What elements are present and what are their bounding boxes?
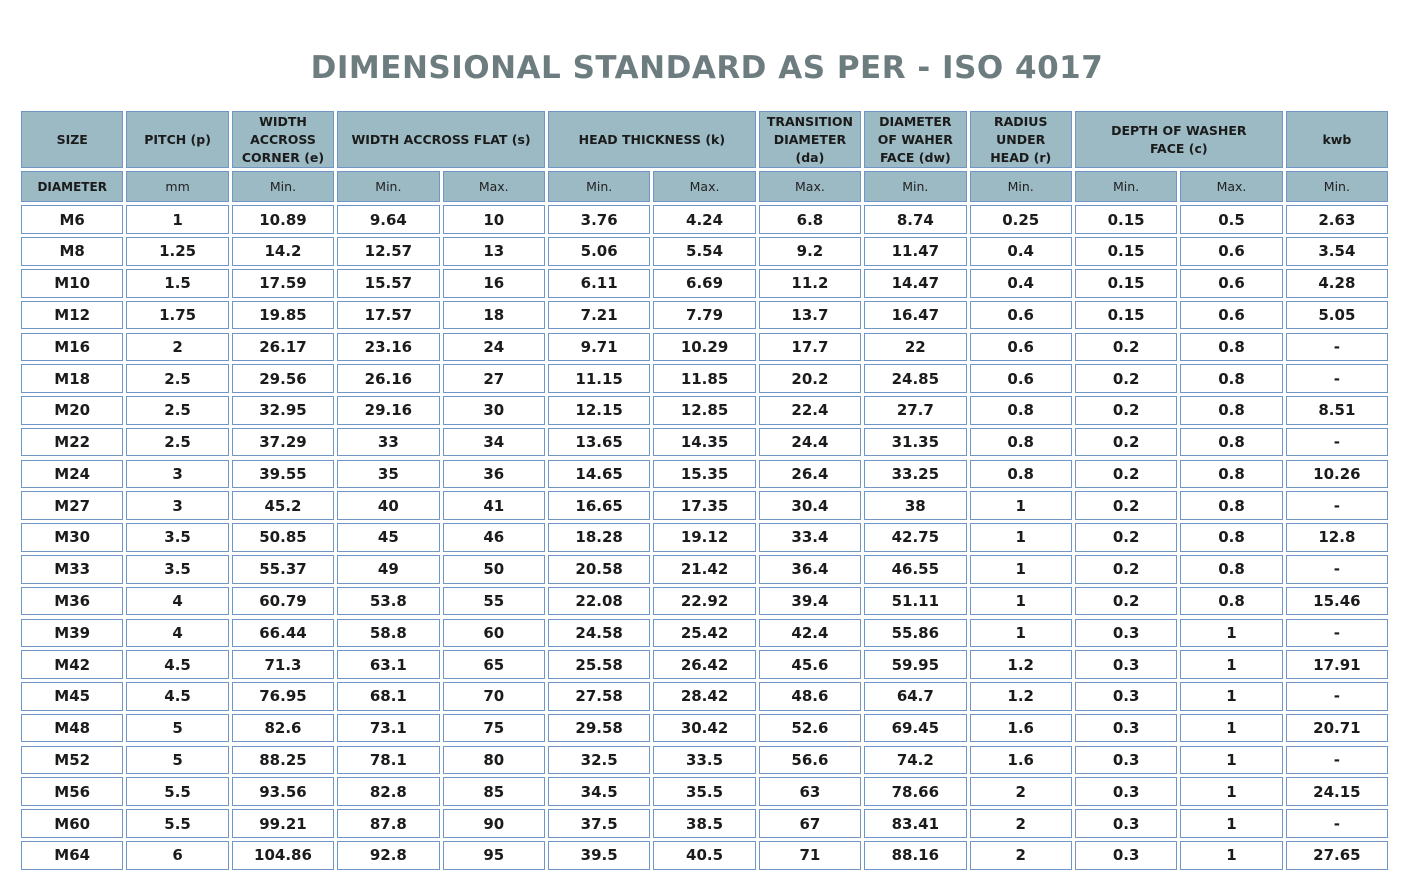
table-cell: 0.3: [1075, 682, 1177, 711]
table-cell: 8.74: [864, 205, 966, 234]
table-cell: 12.15: [548, 396, 650, 425]
size-cell: M33: [21, 555, 123, 584]
table-cell: 33.4: [759, 523, 861, 552]
table-cell: 0.2: [1075, 460, 1177, 489]
size-cell: M52: [21, 746, 123, 775]
table-cell: 1.75: [126, 301, 228, 330]
table-cell: 6.8: [759, 205, 861, 234]
subheader-cell: Min.: [548, 171, 650, 202]
table-cell: 41: [443, 491, 545, 520]
table-cell: 1.6: [970, 714, 1072, 743]
table-cell: 1: [970, 587, 1072, 616]
subheader-cell: Max.: [1180, 171, 1282, 202]
table-cell: 1: [1180, 777, 1282, 806]
table-cell: 34: [443, 428, 545, 457]
header-washer-face-depth: DEPTH OF WASHER FACE (c): [1075, 111, 1283, 168]
size-cell: M10: [21, 269, 123, 298]
table-cell: 13.7: [759, 301, 861, 330]
table-cell: 92.8: [337, 841, 439, 870]
table-cell: 0.6: [970, 301, 1072, 330]
table-cell: 0.6: [970, 333, 1072, 362]
table-cell: 24.85: [864, 364, 966, 393]
table-cell: 27: [443, 364, 545, 393]
table-cell: 78.1: [337, 746, 439, 775]
table-cell: 104.86: [232, 841, 334, 870]
table-cell: 0.6: [970, 364, 1072, 393]
table-cell: 6: [126, 841, 228, 870]
table-cell: 45: [337, 523, 439, 552]
table-cell: 78.66: [864, 777, 966, 806]
header-washer-face-diameter: DIAMETER OF WAHER FACE (dw): [864, 111, 966, 168]
header-radius-under-head: RADIUS UNDER HEAD (r): [970, 111, 1072, 168]
table-cell: 31.35: [864, 428, 966, 457]
table-cell: 0.8: [1180, 555, 1282, 584]
table-cell: 6.11: [548, 269, 650, 298]
table-cell: -: [1286, 809, 1388, 838]
table-cell: 73.1: [337, 714, 439, 743]
table-cell: 15.35: [653, 460, 755, 489]
table-cell: 24: [443, 333, 545, 362]
table-cell: 7.79: [653, 301, 755, 330]
table-cell: -: [1286, 555, 1388, 584]
table-cell: 0.6: [1180, 301, 1282, 330]
size-cell: M8: [21, 237, 123, 266]
table-cell: 22.4: [759, 396, 861, 425]
size-cell: M30: [21, 523, 123, 552]
table-cell: 9.64: [337, 205, 439, 234]
table-cell: 24.15: [1286, 777, 1388, 806]
table-cell: 0.8: [970, 396, 1072, 425]
table-cell: 0.2: [1075, 428, 1177, 457]
table-cell: 2.5: [126, 396, 228, 425]
table-cell: 10.89: [232, 205, 334, 234]
table-cell: 1: [970, 555, 1072, 584]
page-title: DIMENSIONAL STANDARD AS PER - ISO 4017: [310, 50, 1104, 86]
size-cell: M48: [21, 714, 123, 743]
size-cell: M45: [21, 682, 123, 711]
table-cell: 0.2: [1075, 587, 1177, 616]
table-cell: 55.86: [864, 619, 966, 648]
table-cell: 1.25: [126, 237, 228, 266]
table-cell: 20.58: [548, 555, 650, 584]
table-cell: 2: [970, 777, 1072, 806]
table-cell: 10.26: [1286, 460, 1388, 489]
table-cell: 19.12: [653, 523, 755, 552]
table-cell: 38: [864, 491, 966, 520]
table-cell: 17.59: [232, 269, 334, 298]
table-cell: 32.95: [232, 396, 334, 425]
table-cell: 99.21: [232, 809, 334, 838]
table-cell: 0.2: [1075, 333, 1177, 362]
table-cell: 24.58: [548, 619, 650, 648]
table-cell: 18: [443, 301, 545, 330]
table-cell: 0.8: [970, 428, 1072, 457]
table-cell: 3: [126, 460, 228, 489]
table-cell: 66.44: [232, 619, 334, 648]
table-cell: 93.56: [232, 777, 334, 806]
table-cell: 48.6: [759, 682, 861, 711]
table-cell: 14.47: [864, 269, 966, 298]
table-cell: 75: [443, 714, 545, 743]
table-cell: 16.47: [864, 301, 966, 330]
table-cell: 46: [443, 523, 545, 552]
table-cell: 32.5: [548, 746, 650, 775]
table-cell: 45.2: [232, 491, 334, 520]
table-cell: 0.4: [970, 269, 1072, 298]
table-cell: 17.91: [1286, 650, 1388, 679]
table-cell: 17.35: [653, 491, 755, 520]
table-cell: 5.54: [653, 237, 755, 266]
table-cell: 22.08: [548, 587, 650, 616]
table-cell: 65: [443, 650, 545, 679]
subheader-cell: Max.: [443, 171, 545, 202]
table-cell: 1: [126, 205, 228, 234]
table-cell: 0.8: [1180, 333, 1282, 362]
table-cell: 76.95: [232, 682, 334, 711]
table-cell: -: [1286, 619, 1388, 648]
table-cell: 9.2: [759, 237, 861, 266]
table-cell: 1: [1180, 682, 1282, 711]
table-cell: 27.58: [548, 682, 650, 711]
table-cell: 40.5: [653, 841, 755, 870]
table-cell: 36: [443, 460, 545, 489]
size-cell: M24: [21, 460, 123, 489]
table-cell: 52.6: [759, 714, 861, 743]
table-cell: 37.29: [232, 428, 334, 457]
table-cell: 30.42: [653, 714, 755, 743]
table-cell: 35: [337, 460, 439, 489]
table-cell: 5: [126, 746, 228, 775]
header-kwb: kwb: [1286, 111, 1388, 168]
table-cell: 22: [864, 333, 966, 362]
table-cell: 1: [1180, 809, 1282, 838]
table-cell: 0.8: [1180, 491, 1282, 520]
table-cell: 49: [337, 555, 439, 584]
table-cell: 0.2: [1075, 555, 1177, 584]
table-cell: 19.85: [232, 301, 334, 330]
table-cell: 4.24: [653, 205, 755, 234]
table-cell: 59.95: [864, 650, 966, 679]
size-cell: M60: [21, 809, 123, 838]
table-cell: 95: [443, 841, 545, 870]
table-cell: 10: [443, 205, 545, 234]
table-cell: 28.42: [653, 682, 755, 711]
table-cell: 12.57: [337, 237, 439, 266]
table-cell: 0.3: [1075, 746, 1177, 775]
table-cell: 70: [443, 682, 545, 711]
table-cell: 2.5: [126, 428, 228, 457]
table-cell: 20.2: [759, 364, 861, 393]
subheader-cell: Min.: [232, 171, 334, 202]
table-cell: 16.65: [548, 491, 650, 520]
table-cell: 5.5: [126, 777, 228, 806]
header-width-across-flat: WIDTH ACCROSS FLAT (s): [337, 111, 545, 168]
table-cell: -: [1286, 491, 1388, 520]
table-cell: 1: [970, 491, 1072, 520]
subheader-cell: Min.: [337, 171, 439, 202]
subheader-cell: Min.: [1286, 171, 1388, 202]
size-cell: M12: [21, 301, 123, 330]
table-cell: 13: [443, 237, 545, 266]
subheader-cell: Min.: [970, 171, 1072, 202]
table-cell: 16: [443, 269, 545, 298]
table-cell: 9.71: [548, 333, 650, 362]
table-cell: 11.85: [653, 364, 755, 393]
table-cell: 33: [337, 428, 439, 457]
header-width-across-corner: WIDTH ACCROSS CORNER (e): [232, 111, 334, 168]
table-cell: 71.3: [232, 650, 334, 679]
table-cell: 17.57: [337, 301, 439, 330]
table-cell: 0.2: [1075, 491, 1177, 520]
table-cell: 55: [443, 587, 545, 616]
table-cell: 33.5: [653, 746, 755, 775]
table-cell: 80: [443, 746, 545, 775]
size-cell: M64: [21, 841, 123, 870]
table-cell: 1: [1180, 841, 1282, 870]
table-cell: 14.65: [548, 460, 650, 489]
table-cell: 3: [126, 491, 228, 520]
table-cell: 5: [126, 714, 228, 743]
table-cell: 17.7: [759, 333, 861, 362]
table-cell: 0.2: [1075, 396, 1177, 425]
size-cell: M6: [21, 205, 123, 234]
table-cell: 42.4: [759, 619, 861, 648]
table-cell: 90: [443, 809, 545, 838]
table-cell: 0.15: [1075, 205, 1177, 234]
subheader-cell: mm: [126, 171, 228, 202]
table-cell: 3.54: [1286, 237, 1388, 266]
table-cell: 25.58: [548, 650, 650, 679]
subheader-cell: Max.: [653, 171, 755, 202]
table-cell: 11.15: [548, 364, 650, 393]
table-cell: 82.8: [337, 777, 439, 806]
table-cell: 45.6: [759, 650, 861, 679]
table-cell: 0.8: [1180, 523, 1282, 552]
table-cell: 68.1: [337, 682, 439, 711]
size-cell: M42: [21, 650, 123, 679]
table-cell: 0.3: [1075, 650, 1177, 679]
table-cell: 25.42: [653, 619, 755, 648]
table-cell: 13.65: [548, 428, 650, 457]
table-cell: 12.85: [653, 396, 755, 425]
table-cell: 30.4: [759, 491, 861, 520]
table-cell: 33.25: [864, 460, 966, 489]
table-cell: 64.7: [864, 682, 966, 711]
subheader-cell: Min.: [864, 171, 966, 202]
table-cell: 2: [970, 809, 1072, 838]
table-cell: 56.6: [759, 746, 861, 775]
table-cell: 1: [1180, 650, 1282, 679]
table-cell: 37.5: [548, 809, 650, 838]
table-cell: 1.2: [970, 650, 1072, 679]
table-cell: 2: [126, 333, 228, 362]
table-cell: 21.42: [653, 555, 755, 584]
table-cell: 0.3: [1075, 841, 1177, 870]
table-cell: 0.15: [1075, 269, 1177, 298]
table-cell: 1: [970, 523, 1072, 552]
table-cell: 1: [1180, 746, 1282, 775]
table-cell: 29.16: [337, 396, 439, 425]
table-cell: 1: [970, 619, 1072, 648]
table-cell: 0.5: [1180, 205, 1282, 234]
table-cell: 63.1: [337, 650, 439, 679]
table-cell: 26.4: [759, 460, 861, 489]
table-cell: 67: [759, 809, 861, 838]
table-cell: 5.05: [1286, 301, 1388, 330]
table-cell: 4.28: [1286, 269, 1388, 298]
table-cell: 3.76: [548, 205, 650, 234]
table-cell: 1.5: [126, 269, 228, 298]
table-cell: 0.15: [1075, 237, 1177, 266]
table-cell: 40: [337, 491, 439, 520]
table-cell: 18.28: [548, 523, 650, 552]
table-cell: 4: [126, 587, 228, 616]
table-cell: 71: [759, 841, 861, 870]
table-cell: 12.8: [1286, 523, 1388, 552]
table-cell: 2: [970, 841, 1072, 870]
table-cell: 46.55: [864, 555, 966, 584]
table-cell: -: [1286, 364, 1388, 393]
table-cell: 24.4: [759, 428, 861, 457]
header-head-thickness: HEAD THICKNESS (k): [548, 111, 756, 168]
table-cell: 87.8: [337, 809, 439, 838]
table-cell: 27.65: [1286, 841, 1388, 870]
table-cell: 42.75: [864, 523, 966, 552]
table-cell: 39.4: [759, 587, 861, 616]
size-cell: M39: [21, 619, 123, 648]
size-cell: M27: [21, 491, 123, 520]
table-cell: 0.8: [970, 460, 1072, 489]
table-cell: -: [1286, 428, 1388, 457]
table-cell: -: [1286, 682, 1388, 711]
table-cell: 27.7: [864, 396, 966, 425]
header-pitch: PITCH (p): [126, 111, 228, 168]
table-cell: 35.5: [653, 777, 755, 806]
table-cell: 0.4: [970, 237, 1072, 266]
table-cell: 0.3: [1075, 714, 1177, 743]
table-cell: 1: [1180, 714, 1282, 743]
table-cell: 26.16: [337, 364, 439, 393]
table-cell: 4.5: [126, 650, 228, 679]
table-cell: 26.42: [653, 650, 755, 679]
table-cell: 0.2: [1075, 364, 1177, 393]
table-cell: 26.17: [232, 333, 334, 362]
table-cell: 38.5: [653, 809, 755, 838]
table-cell: 88.16: [864, 841, 966, 870]
table-cell: 0.8: [1180, 396, 1282, 425]
table-cell: 0.8: [1180, 460, 1282, 489]
table-cell: 0.8: [1180, 587, 1282, 616]
table-cell: 1.2: [970, 682, 1072, 711]
table-cell: 0.2: [1075, 523, 1177, 552]
subheader-cell: Min.: [1075, 171, 1177, 202]
size-cell: M18: [21, 364, 123, 393]
table-cell: 14.2: [232, 237, 334, 266]
table-cell: 50.85: [232, 523, 334, 552]
table-cell: 8.51: [1286, 396, 1388, 425]
table-cell: 14.35: [653, 428, 755, 457]
table-cell: 83.41: [864, 809, 966, 838]
table-cell: 55.37: [232, 555, 334, 584]
table-cell: 58.8: [337, 619, 439, 648]
size-cell: M56: [21, 777, 123, 806]
table-cell: 39.55: [232, 460, 334, 489]
table-cell: 2.5: [126, 364, 228, 393]
table-cell: 30: [443, 396, 545, 425]
table-cell: 34.5: [548, 777, 650, 806]
table-cell: 0.6: [1180, 269, 1282, 298]
table-cell: 23.16: [337, 333, 439, 362]
size-cell: M36: [21, 587, 123, 616]
table-cell: 15.57: [337, 269, 439, 298]
table-cell: 69.45: [864, 714, 966, 743]
table-cell: -: [1286, 333, 1388, 362]
dimension-table: [21, 111, 1388, 870]
table-cell: 5.06: [548, 237, 650, 266]
size-cell: M22: [21, 428, 123, 457]
table-cell: 10.29: [653, 333, 755, 362]
table-cell: 0.25: [970, 205, 1072, 234]
table-cell: 85: [443, 777, 545, 806]
table-cell: 74.2: [864, 746, 966, 775]
table-cell: 0.3: [1075, 777, 1177, 806]
table-cell: 15.46: [1286, 587, 1388, 616]
table-cell: 39.5: [548, 841, 650, 870]
table-cell: 7.21: [548, 301, 650, 330]
table-cell: 51.11: [864, 587, 966, 616]
subheader-cell: DIAMETER: [21, 171, 123, 202]
size-cell: M20: [21, 396, 123, 425]
table-cell: 3.5: [126, 555, 228, 584]
table-cell: 22.92: [653, 587, 755, 616]
table-cell: 60: [443, 619, 545, 648]
table-cell: 36.4: [759, 555, 861, 584]
table-cell: 50: [443, 555, 545, 584]
table-cell: 5.5: [126, 809, 228, 838]
table-cell: 11.47: [864, 237, 966, 266]
table-cell: 6.69: [653, 269, 755, 298]
table-cell: 88.25: [232, 746, 334, 775]
table-cell: 20.71: [1286, 714, 1388, 743]
table-cell: 2.63: [1286, 205, 1388, 234]
header-transition-diameter: TRANSITION DIAMETER (da): [759, 111, 861, 168]
header-size: SIZE: [21, 111, 123, 168]
table-cell: 53.8: [337, 587, 439, 616]
table-cell: 3.5: [126, 523, 228, 552]
table-cell: 1: [1180, 619, 1282, 648]
table-cell: 0.3: [1075, 809, 1177, 838]
table-cell: 0.8: [1180, 428, 1282, 457]
table-cell: 0.8: [1180, 364, 1282, 393]
size-cell: M16: [21, 333, 123, 362]
table-cell: 11.2: [759, 269, 861, 298]
table-cell: 63: [759, 777, 861, 806]
subheader-cell: Max.: [759, 171, 861, 202]
table-cell: 0.15: [1075, 301, 1177, 330]
table-cell: 29.58: [548, 714, 650, 743]
table-cell: 60.79: [232, 587, 334, 616]
table-cell: 4: [126, 619, 228, 648]
table-cell: 82.6: [232, 714, 334, 743]
table-cell: 0.6: [1180, 237, 1282, 266]
table-cell: 0.3: [1075, 619, 1177, 648]
table-cell: 1.6: [970, 746, 1072, 775]
table-cell: 4.5: [126, 682, 228, 711]
table-cell: 29.56: [232, 364, 334, 393]
table-cell: -: [1286, 746, 1388, 775]
